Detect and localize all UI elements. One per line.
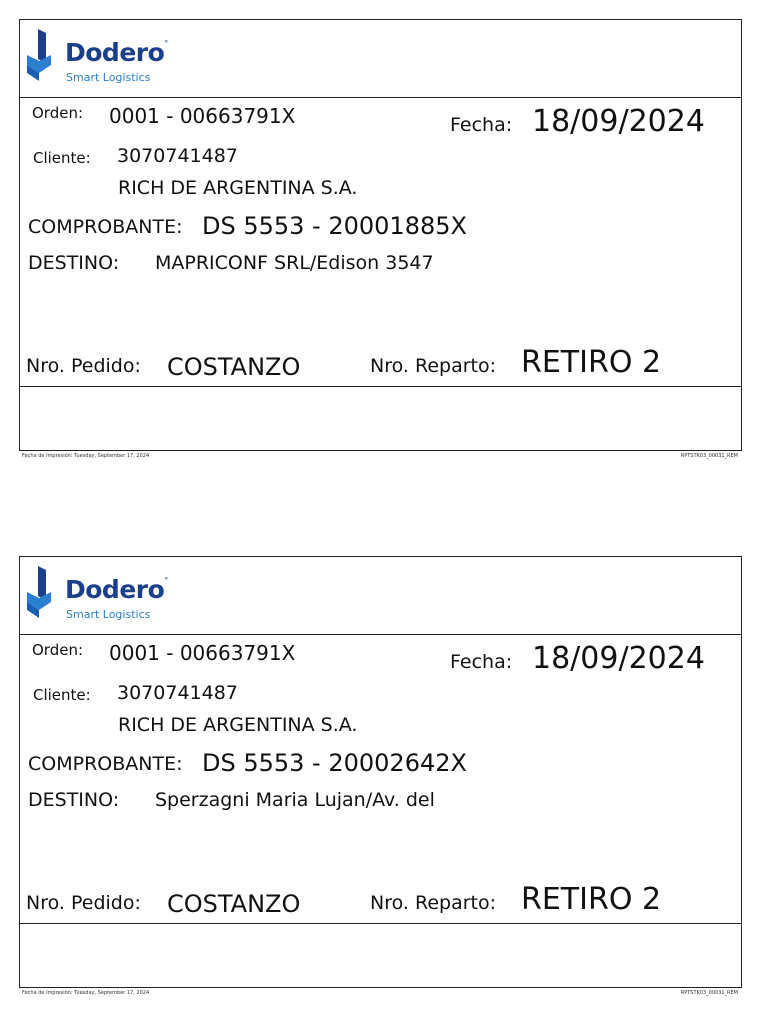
comprobante-value: DS 5553 - 20001885X	[202, 212, 467, 240]
comprobante-label: COMPROBANTE:	[28, 216, 183, 238]
cliente-codigo: 3070741487	[117, 145, 238, 167]
bottom-divider	[20, 386, 741, 387]
report-code-footer: RPTSTK03_00031_REM	[680, 990, 738, 996]
reparto-value: RETIRO 2	[521, 345, 662, 380]
brand-name: Dodero°	[65, 575, 168, 604]
comprobante-value: DS 5553 - 20002642X	[202, 749, 467, 777]
brand-tagline: Smart Logistics	[66, 608, 151, 621]
report-code-footer: RPTSTK03_00031_REM	[680, 453, 738, 459]
cliente-nombre: RICH DE ARGENTINA S.A.	[118, 714, 358, 736]
dodero-logo-icon	[25, 564, 57, 620]
cliente-codigo: 3070741487	[117, 682, 238, 704]
pedido-label: Nro. Pedido:	[26, 892, 141, 914]
cliente-nombre: RICH DE ARGENTINA S.A.	[118, 177, 358, 199]
reparto-label: Nro. Reparto:	[370, 355, 497, 377]
fecha-value: 18/09/2024	[532, 641, 705, 676]
fecha-value: 18/09/2024	[532, 104, 705, 139]
print-date-footer: Fecha de Impresión: Tuesday, September 17, 2024	[22, 990, 150, 996]
fecha-label: Fecha:	[450, 651, 513, 673]
pedido-value: COSTANZO	[167, 353, 301, 381]
fecha-label: Fecha:	[450, 114, 513, 136]
brand-tagline: Smart Logistics	[66, 71, 151, 84]
logo-header	[20, 557, 741, 635]
orden-value: 0001 - 00663791X	[109, 104, 296, 128]
cliente-label: Cliente:	[33, 686, 91, 704]
brand-name: Dodero°	[65, 38, 168, 67]
shipping-label-2	[19, 556, 742, 988]
pedido-value: COSTANZO	[167, 890, 301, 918]
bottom-divider	[20, 923, 741, 924]
destino-label: DESTINO:	[28, 789, 120, 811]
comprobante-label: COMPROBANTE:	[28, 753, 183, 775]
reparto-label: Nro. Reparto:	[370, 892, 497, 914]
destino-value: Sperzagni Maria Lujan/Av. del	[155, 789, 435, 811]
logo-header	[20, 20, 741, 98]
orden-label: Orden:	[32, 641, 84, 659]
destino-value: MAPRICONF SRL/Edison 3547	[155, 252, 434, 274]
orden-value: 0001 - 00663791X	[109, 641, 296, 665]
dodero-logo-icon	[25, 27, 57, 83]
shipping-label-1	[19, 19, 742, 451]
orden-label: Orden:	[32, 104, 84, 122]
reparto-value: RETIRO 2	[521, 882, 662, 917]
pedido-label: Nro. Pedido:	[26, 355, 141, 377]
destino-label: DESTINO:	[28, 252, 120, 274]
cliente-label: Cliente:	[33, 149, 91, 167]
print-date-footer: Fecha de Impresión: Tuesday, September 17, 2024	[22, 453, 150, 459]
